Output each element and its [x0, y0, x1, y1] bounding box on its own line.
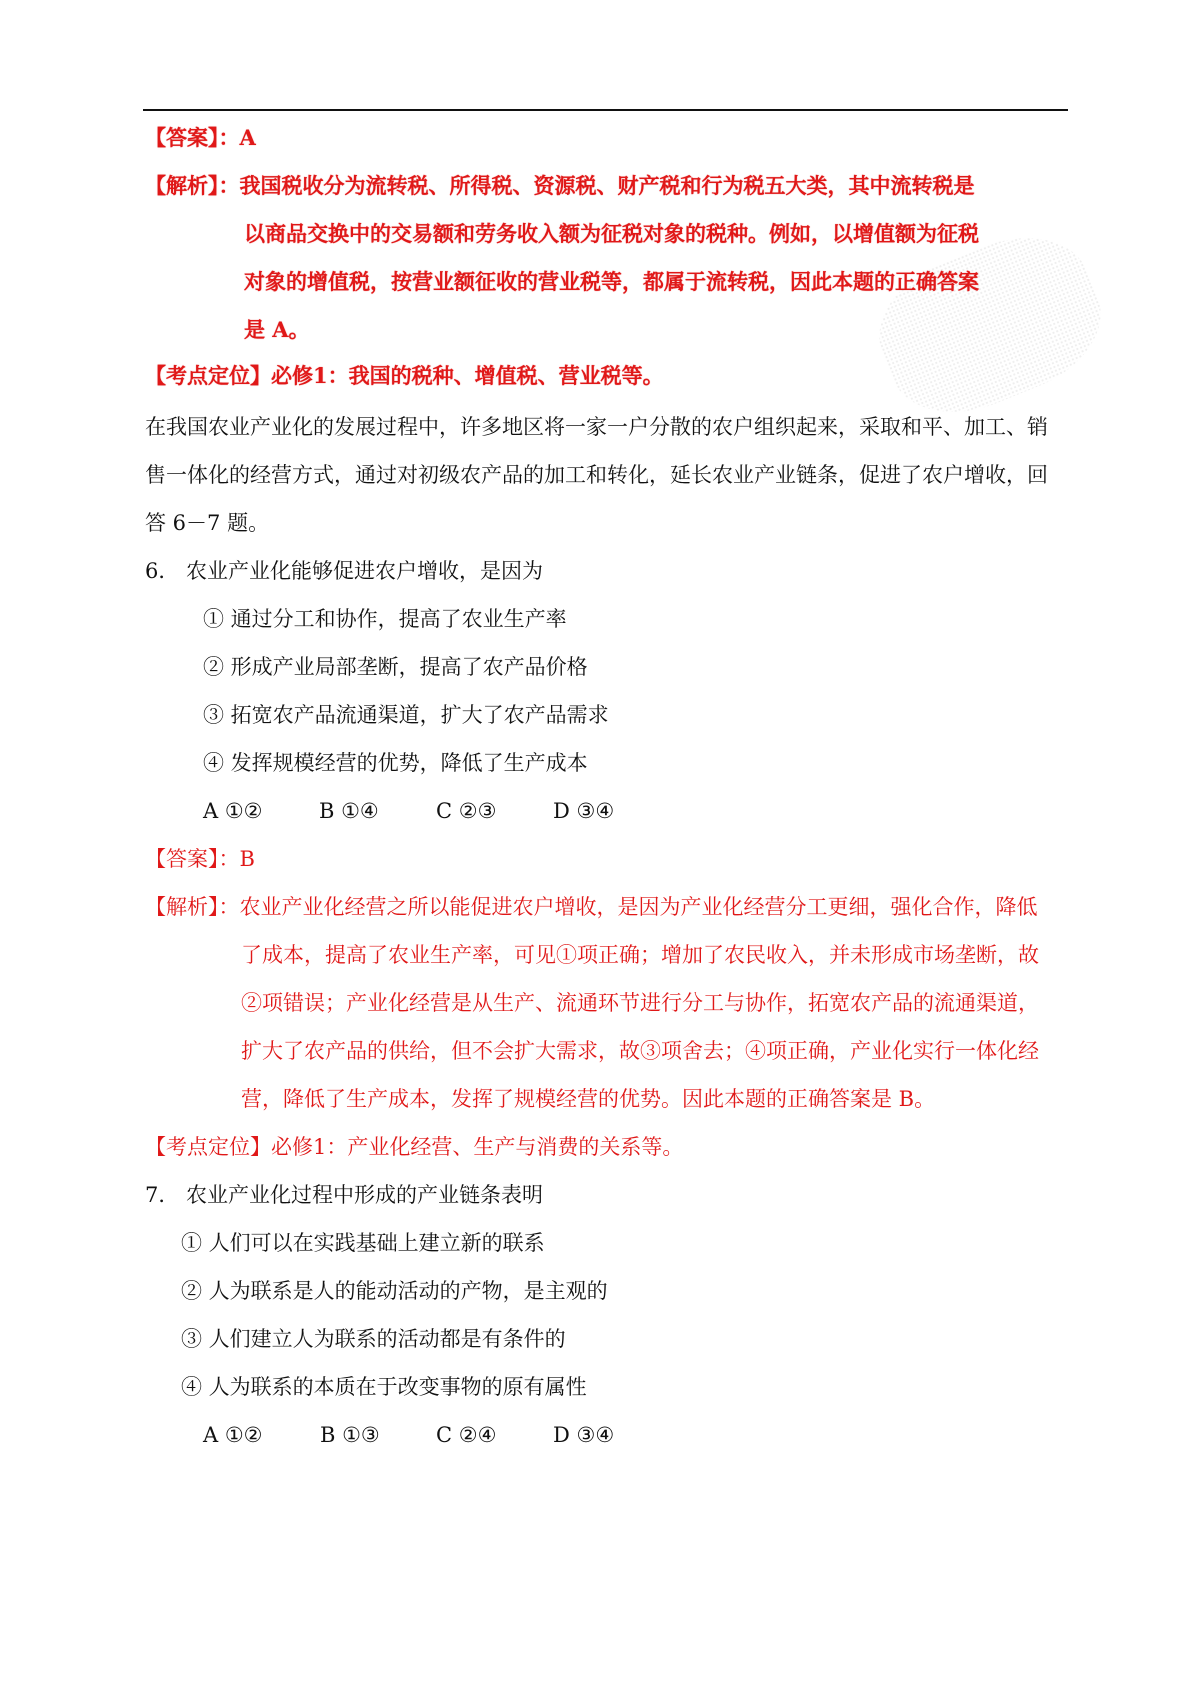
analysis-6-line-3: ②项错误；产业化经营是从生产、流通环节进行分工与协作，拓宽农产品的流通渠道，: [241, 991, 1039, 1015]
analysis-text: ：农业产业化经营之所以能促进农户增收，是因为产业化经营分工更细，强化合作，降低: [218, 895, 1038, 919]
answer-value: ：A: [218, 125, 256, 150]
question-7-choice-a: A ①②: [203, 1423, 263, 1447]
analysis-label: 【解析】: [145, 173, 219, 198]
question-7-option-3: ③ 人们建立人为联系的活动都是有条件的: [181, 1327, 566, 1351]
question-6-choice-b: B ①④: [319, 799, 379, 823]
analysis-6-line-4: 扩大了农产品的供给，但不会扩大需求，故③项舍去；④项正确，产业化实行一体化经: [241, 1039, 1039, 1063]
kaodian-label: 【考点定位】: [145, 1135, 271, 1159]
kaodian-6: [145, 1133, 683, 1161]
question-6-choice-c: C ②③: [436, 799, 497, 823]
answer-1: [145, 124, 256, 152]
kaodian-1: [145, 362, 664, 390]
analysis-1-line-3: 对象的增值税，按营业额征收的营业税等，都属于流转税，因此本题的正确答案: [244, 269, 979, 294]
answer-label: 【答案】: [145, 847, 219, 871]
analysis-6-line-5: 营，降低了生产成本，发挥了规模经营的优势。因此本题的正确答案是 B。: [241, 1087, 936, 1111]
answer-label: 【答案】: [145, 125, 219, 150]
question-6-option-4: ④ 发挥规模经营的优势，降低了生产成本: [203, 751, 588, 775]
question-7-choice-c: C ②④: [436, 1423, 497, 1447]
analysis-1-line-1: [145, 172, 975, 200]
kaodian-label: 【考点定位】: [145, 363, 271, 388]
answer-6: [145, 845, 255, 873]
analysis-label: 【解析】: [145, 895, 219, 919]
kaodian-text: 必修1：产业化经营、生产与消费的关系等。: [271, 1135, 684, 1159]
analysis-1-line-4: 是 A。: [244, 317, 310, 342]
header-rule: [143, 109, 1068, 111]
question-6-option-3: ③ 拓宽农产品流通渠道，扩大了农产品需求: [203, 703, 609, 727]
question-7-option-1: ① 人们可以在实践基础上建立新的联系: [181, 1231, 545, 1255]
intro-line-3: 答 6－7 题。: [145, 511, 270, 535]
question-6-option-1: ① 通过分工和协作，提高了农业生产率: [203, 607, 567, 631]
analysis-6-line-1: [145, 893, 1038, 921]
question-7-choice-d: D ③④: [553, 1423, 615, 1447]
intro-line-1: 在我国农业产业化的发展过程中，许多地区将一家一户分散的农户组织起来，采取和平、加工、销: [145, 415, 1048, 439]
question-6-choice-a: A ①②: [203, 799, 263, 823]
analysis-6-line-2: 了成本，提高了农业生产率，可见①项正确；增加了农民收入，并未形成市场垄断，故: [241, 943, 1039, 967]
answer-value: ：B: [218, 847, 255, 871]
kaodian-text: 必修1：我国的税种、增值税、营业税等。: [271, 363, 664, 388]
question-6-option-2: ② 形成产业局部垄断，提高了农产品价格: [203, 655, 588, 679]
question-7-choice-b: B ①③: [320, 1423, 380, 1447]
question-7-option-4: ④ 人为联系的本质在于改变事物的原有属性: [181, 1375, 587, 1399]
question-6-choice-d: D ③④: [553, 799, 615, 823]
question-6-stem: 6． 农业产业化能够促进农户增收，是因为: [145, 559, 544, 583]
question-7-stem: 7． 农业产业化过程中形成的产业链条表明: [145, 1183, 544, 1207]
analysis-text: ：我国税收分为流转税、所得税、资源税、财产税和行为税五大类，其中流转税是: [218, 173, 975, 198]
question-7-option-2: ② 人为联系是人的能动活动的产物，是主观的: [181, 1279, 608, 1303]
analysis-1-line-2: 以商品交换中的交易额和劳务收入额为征税对象的税种。例如，以增值额为征税: [244, 221, 979, 246]
intro-line-2: 售一体化的经营方式，通过对初级农产品的加工和转化，延长农业产业链条，促进了农户增收，回: [145, 463, 1048, 487]
